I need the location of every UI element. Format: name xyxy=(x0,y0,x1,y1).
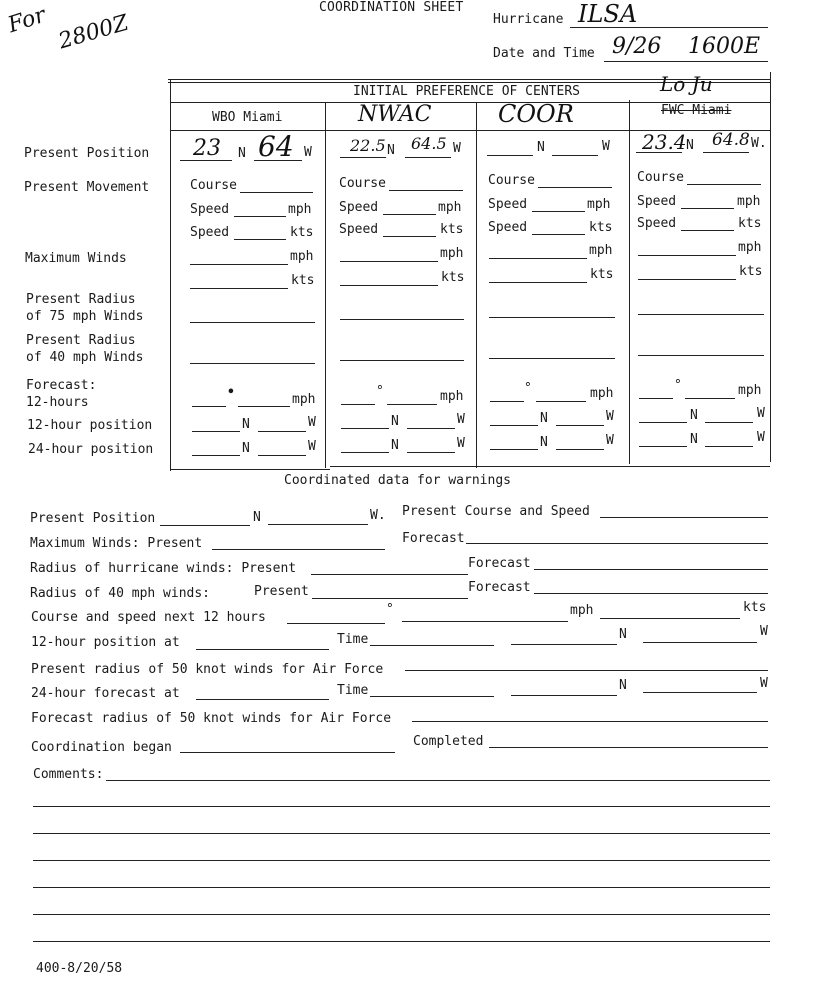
coord-present-w: W. xyxy=(370,508,386,523)
coord-radius-hurricane-forecast-line xyxy=(534,569,768,570)
coor-radius75-line xyxy=(489,317,615,318)
nwac-24-lat-line xyxy=(341,452,389,453)
wbo-maxwind-mph-line xyxy=(190,264,288,265)
coor-fc-degree: ° xyxy=(524,381,532,396)
wbo-mph: mph xyxy=(288,202,312,217)
coord-course-speed-label: Present Course and Speed xyxy=(402,504,590,519)
coor-maxwind-kts-line xyxy=(489,282,587,283)
coord-present-lon-line xyxy=(268,524,368,525)
comments-line-2 xyxy=(33,806,770,807)
comments-line-7 xyxy=(33,941,770,942)
nwac-lon-line xyxy=(405,157,451,158)
nwac-24-n: N xyxy=(391,438,399,453)
fwc-speed-label: Speed xyxy=(637,194,677,209)
coor-course-label: Course xyxy=(488,173,535,188)
coord-course12-kts: kts xyxy=(743,600,767,615)
nwac-kts: kts xyxy=(440,222,464,237)
coord-course12-course-line xyxy=(287,623,385,624)
nwac-maxwind-mph-line xyxy=(340,261,438,262)
wbo-fc-degree: • xyxy=(227,385,235,400)
nwac-maxwind-kts: kts xyxy=(441,270,465,285)
wbo-speed-kts-line xyxy=(234,239,286,240)
wbo-12-n: N xyxy=(242,417,250,432)
wbo-radius75-line xyxy=(190,322,315,323)
coord-fc24-lat-line xyxy=(511,695,617,696)
coord-course12-mph-line xyxy=(402,621,568,622)
coord-course12-kts-line xyxy=(600,618,740,619)
coord-fc24-n: N xyxy=(619,678,627,693)
nwac-lon: 64.5 xyxy=(411,134,447,153)
coor-12-lat-line xyxy=(490,425,538,426)
coor-speed-mph-line xyxy=(532,211,585,212)
coord-radius40-present-line xyxy=(312,598,468,599)
coord-course-speed-line xyxy=(600,517,768,518)
column-coor: COOR xyxy=(498,100,574,128)
wbo-speed-label: Speed xyxy=(190,202,230,217)
coor-n: N xyxy=(537,140,545,155)
fwc-fc-degree: ° xyxy=(674,378,682,393)
coord-fc24-time-line xyxy=(370,696,494,697)
coor-fc-mph: mph xyxy=(590,386,614,401)
fwc-lon: 64.8 xyxy=(712,130,750,150)
coor-kts: kts xyxy=(589,220,613,235)
nwac-speed-kts-line xyxy=(383,236,436,237)
wbo-maxwind-kts: kts xyxy=(291,273,315,288)
coord-radius-hurricane-forecast-label: Forecast xyxy=(468,556,531,571)
coord-pos12-w: W xyxy=(760,624,768,639)
wbo-12-lon-line xyxy=(258,431,306,432)
coord-began-line xyxy=(180,752,395,753)
wbo-w: W xyxy=(304,145,312,160)
coord-pos12-at-line xyxy=(196,649,329,650)
hurricane-value: ILSA xyxy=(578,0,638,28)
table-right xyxy=(770,72,771,462)
table-bottom-2 xyxy=(330,466,770,467)
handwritten-note: For xyxy=(5,2,49,39)
coord-maxwinds-present-line xyxy=(212,549,385,550)
coor-w: W xyxy=(602,139,610,154)
fwc-12-n: N xyxy=(690,408,698,423)
coord-radius50-present-label: Present radius of 50 knot winds for Air Force xyxy=(31,662,384,677)
row-forecast-1: Forecast: xyxy=(26,378,97,393)
fwc-fc-course-line xyxy=(639,398,673,399)
row-present-position: Present Position xyxy=(24,146,150,161)
wbo-12-w: W xyxy=(308,415,316,430)
comments-line-1 xyxy=(106,780,770,781)
coord-fc24-lon-line xyxy=(643,692,757,693)
fwc-fc-speed-line xyxy=(685,398,735,399)
comments-line-3 xyxy=(33,833,770,834)
form-number: 400-8/20/58 xyxy=(36,961,123,976)
coord-pos12-lon-line xyxy=(643,642,757,643)
nwac-fc-degree: ° xyxy=(376,384,384,399)
nwac-radius40-line xyxy=(340,360,464,361)
coor-24-lat-line xyxy=(490,449,538,450)
coor-24-n: N xyxy=(540,435,548,450)
table-col-3 xyxy=(629,100,630,464)
coor-24-lon-line xyxy=(556,449,604,450)
coor-12-lon-line xyxy=(556,425,604,426)
nwac-w: W xyxy=(453,141,461,156)
table-bottom xyxy=(170,469,330,470)
wbo-24-lat-line xyxy=(192,455,240,456)
coor-maxwind-mph-line xyxy=(489,258,587,259)
fwc-maxwind-kts: kts xyxy=(739,264,763,279)
wbo-fc-course-line xyxy=(192,406,226,407)
coor-lon-line xyxy=(552,155,598,156)
fwc-24-lon-line xyxy=(705,446,753,447)
nwac-course-line xyxy=(389,190,463,191)
fwc-speed-mph-line xyxy=(681,208,734,209)
coor-speed-kts-line xyxy=(532,234,585,235)
nwac-mph: mph xyxy=(438,200,462,215)
row-radius40-1: Present Radius xyxy=(26,333,136,348)
coord-course12-degree: ° xyxy=(386,602,394,617)
coor-maxwind-kts: kts xyxy=(590,267,614,282)
coordinated-heading: Coordinated data for warnings xyxy=(284,473,511,488)
comments-label: Comments: xyxy=(33,767,104,782)
coord-fc24-w: W xyxy=(760,676,768,691)
nwac-24-w: W xyxy=(457,436,465,451)
wbo-n: N xyxy=(238,146,246,161)
hurricane-label: Hurricane xyxy=(493,12,564,27)
column-fwc-miami: FWC Miami xyxy=(661,103,732,118)
row-radius75-2: of 75 mph Winds xyxy=(26,309,144,324)
nwac-n: N xyxy=(387,143,395,158)
table-left xyxy=(170,80,171,471)
wbo-kts: kts xyxy=(290,225,314,240)
coord-pos12-time-line xyxy=(370,645,494,646)
nwac-speed-mph-line xyxy=(383,214,436,215)
fwc-mph: mph xyxy=(737,194,761,209)
coor-lat-line xyxy=(487,155,533,156)
fwc-maxwind-mph-line xyxy=(638,255,736,256)
nwac-fc-speed-line xyxy=(387,404,437,405)
coord-pos12-label: 12-hour position at xyxy=(31,635,180,650)
row-radius40-2: of 40 mph Winds xyxy=(26,350,144,365)
coor-radius40-line xyxy=(489,358,615,359)
fwc-speed2-label: Speed xyxy=(637,216,677,231)
coord-radius50-present-line xyxy=(405,670,768,671)
fwc-lon-line xyxy=(703,152,749,153)
page-title: COORDINATION SHEET xyxy=(319,0,464,15)
coord-radius-hurricane-present-line xyxy=(311,574,468,575)
coord-radius40-present-label: Present xyxy=(254,584,309,599)
column-nwac: NWAC xyxy=(358,102,432,127)
nwac-12-lat-line xyxy=(341,428,389,429)
fwc-course-label: Course xyxy=(637,170,684,185)
row-forecast-2: 12-hours xyxy=(26,395,89,410)
coor-12-w: W xyxy=(606,409,614,424)
nwac-maxwind-mph: mph xyxy=(440,246,464,261)
wbo-course-line xyxy=(240,192,313,193)
fwc-12-w: W xyxy=(757,406,765,421)
row-present-movement: Present Movement xyxy=(24,180,150,195)
coord-pos12-time-label: Time xyxy=(337,632,369,647)
date-time-label: Date and Time xyxy=(493,46,595,61)
wbo-lat: 23 xyxy=(193,136,221,161)
coord-radius-hurricane-label: Radius of hurricane winds: Present xyxy=(30,561,297,576)
wbo-course-label: Course xyxy=(190,178,237,193)
coor-24-w: W xyxy=(606,433,614,448)
coor-fc-speed-line xyxy=(536,401,586,402)
wbo-speed2-label: Speed xyxy=(190,225,230,240)
coor-mph: mph xyxy=(587,197,611,212)
coord-radius50-forecast-line xyxy=(412,721,768,722)
fwc-speed-kts-line xyxy=(681,230,734,231)
row-maximum-winds: Maximum Winds xyxy=(25,251,127,266)
time-value: 1600E xyxy=(688,34,761,59)
fwc-fc-mph: mph xyxy=(738,383,762,398)
nwac-fc-mph: mph xyxy=(440,389,464,404)
coord-completed-label: Completed xyxy=(413,734,484,749)
comments-line-6 xyxy=(33,914,770,915)
nwac-lat: 22.5 xyxy=(350,136,386,155)
fwc-12-lat-line xyxy=(639,422,687,423)
row-radius75-1: Present Radius xyxy=(26,292,136,307)
wbo-24-n: N xyxy=(242,441,250,456)
wbo-speed-mph-line xyxy=(234,216,286,217)
coord-radius40-label: Radius of 40 mph winds: xyxy=(30,586,211,601)
row-24hr-position: 24-hour position xyxy=(28,442,154,457)
coord-maxwinds-forecast-label: Forecast xyxy=(402,531,465,546)
coord-fc24-at-line xyxy=(196,699,329,700)
fwc-w: W. xyxy=(751,136,767,151)
fwc-course-line xyxy=(687,184,761,185)
nwac-speed2-label: Speed xyxy=(339,222,379,237)
comments-line-4 xyxy=(33,860,770,861)
fwc-24-lat-line xyxy=(639,446,687,447)
fwc-n: N xyxy=(686,138,694,153)
wbo-radius40-line xyxy=(190,363,315,364)
table-col-1 xyxy=(325,102,326,468)
coord-fc24-time-label: Time xyxy=(337,683,369,698)
nwac-speed-label: Speed xyxy=(339,200,379,215)
coord-fc24-label: 24-hour forecast at xyxy=(31,686,180,701)
coord-radius40-forecast-line xyxy=(534,593,768,594)
coord-began-label: Coordination began xyxy=(31,740,172,755)
fwc-handwritten: Lo Ju xyxy=(660,72,713,96)
fwc-24-w: W xyxy=(757,430,765,445)
fwc-12-lon-line xyxy=(705,422,753,423)
nwac-maxwind-kts-line xyxy=(340,285,438,286)
wbo-24-lon-line xyxy=(258,455,306,456)
coord-present-position-label: Present Position xyxy=(30,511,156,526)
fwc-radius75-line xyxy=(638,314,764,315)
nwac-24-lon-line xyxy=(407,452,455,453)
wbo-fc-speed-line xyxy=(238,406,290,407)
coord-present-lat-line xyxy=(160,525,250,526)
nwac-radius75-line xyxy=(340,319,464,320)
column-wbo-miami: WBO Miami xyxy=(212,110,283,125)
coor-fc-course-line xyxy=(490,401,524,402)
nwac-course-label: Course xyxy=(339,176,386,191)
wbo-maxwind-kts-line xyxy=(190,288,288,289)
coor-speed-label: Speed xyxy=(488,197,528,212)
wbo-lon: 64 xyxy=(258,130,294,163)
wbo-maxwind-mph: mph xyxy=(290,249,314,264)
wbo-12-lat-line xyxy=(192,431,240,432)
comments-line-5 xyxy=(33,887,770,888)
coord-pos12-n: N xyxy=(619,627,627,642)
coord-course12-mph: mph xyxy=(570,603,594,618)
coord-radius50-forecast-label: Forecast radius of 50 knot winds for Air Force xyxy=(31,711,392,726)
coord-maxwinds-label: Maximum Winds: Present xyxy=(30,536,203,551)
centers-heading: INITIAL PREFERENCE OF CENTERS xyxy=(353,84,580,99)
nwac-fc-course-line xyxy=(341,404,375,405)
nwac-12-lon-line xyxy=(407,428,455,429)
fwc-24-n: N xyxy=(690,432,698,447)
nwac-lat-line xyxy=(340,157,386,158)
fwc-maxwind-mph: mph xyxy=(738,240,762,255)
fwc-kts: kts xyxy=(738,216,762,231)
coord-completed-line xyxy=(489,747,768,748)
nwac-12-n: N xyxy=(391,414,399,429)
date-value: 9/26 xyxy=(612,34,662,59)
handwritten-note-time: 2800Z xyxy=(55,10,132,55)
row-12hr-position: 12-hour position xyxy=(27,418,153,433)
table-col-2 xyxy=(476,102,477,468)
coord-pos12-lat-line xyxy=(511,644,617,645)
fwc-radius40-line xyxy=(638,355,764,356)
fwc-lat: 23.4 xyxy=(642,130,687,154)
coor-speed2-label: Speed xyxy=(488,220,528,235)
coord-maxwinds-forecast-line xyxy=(466,543,768,544)
fwc-maxwind-kts-line xyxy=(638,279,736,280)
wbo-24-w: W xyxy=(308,439,316,454)
coord-present-n: N xyxy=(253,510,261,525)
coor-12-n: N xyxy=(540,411,548,426)
coor-maxwind-mph: mph xyxy=(589,243,613,258)
wbo-fc-mph: mph xyxy=(292,392,316,407)
coor-course-line xyxy=(538,187,612,188)
date-time-line xyxy=(604,61,768,62)
coord-radius40-forecast-label: Forecast xyxy=(468,580,531,595)
nwac-12-w: W xyxy=(457,412,465,427)
coord-course12-label: Course and speed next 12 hours xyxy=(31,610,266,625)
